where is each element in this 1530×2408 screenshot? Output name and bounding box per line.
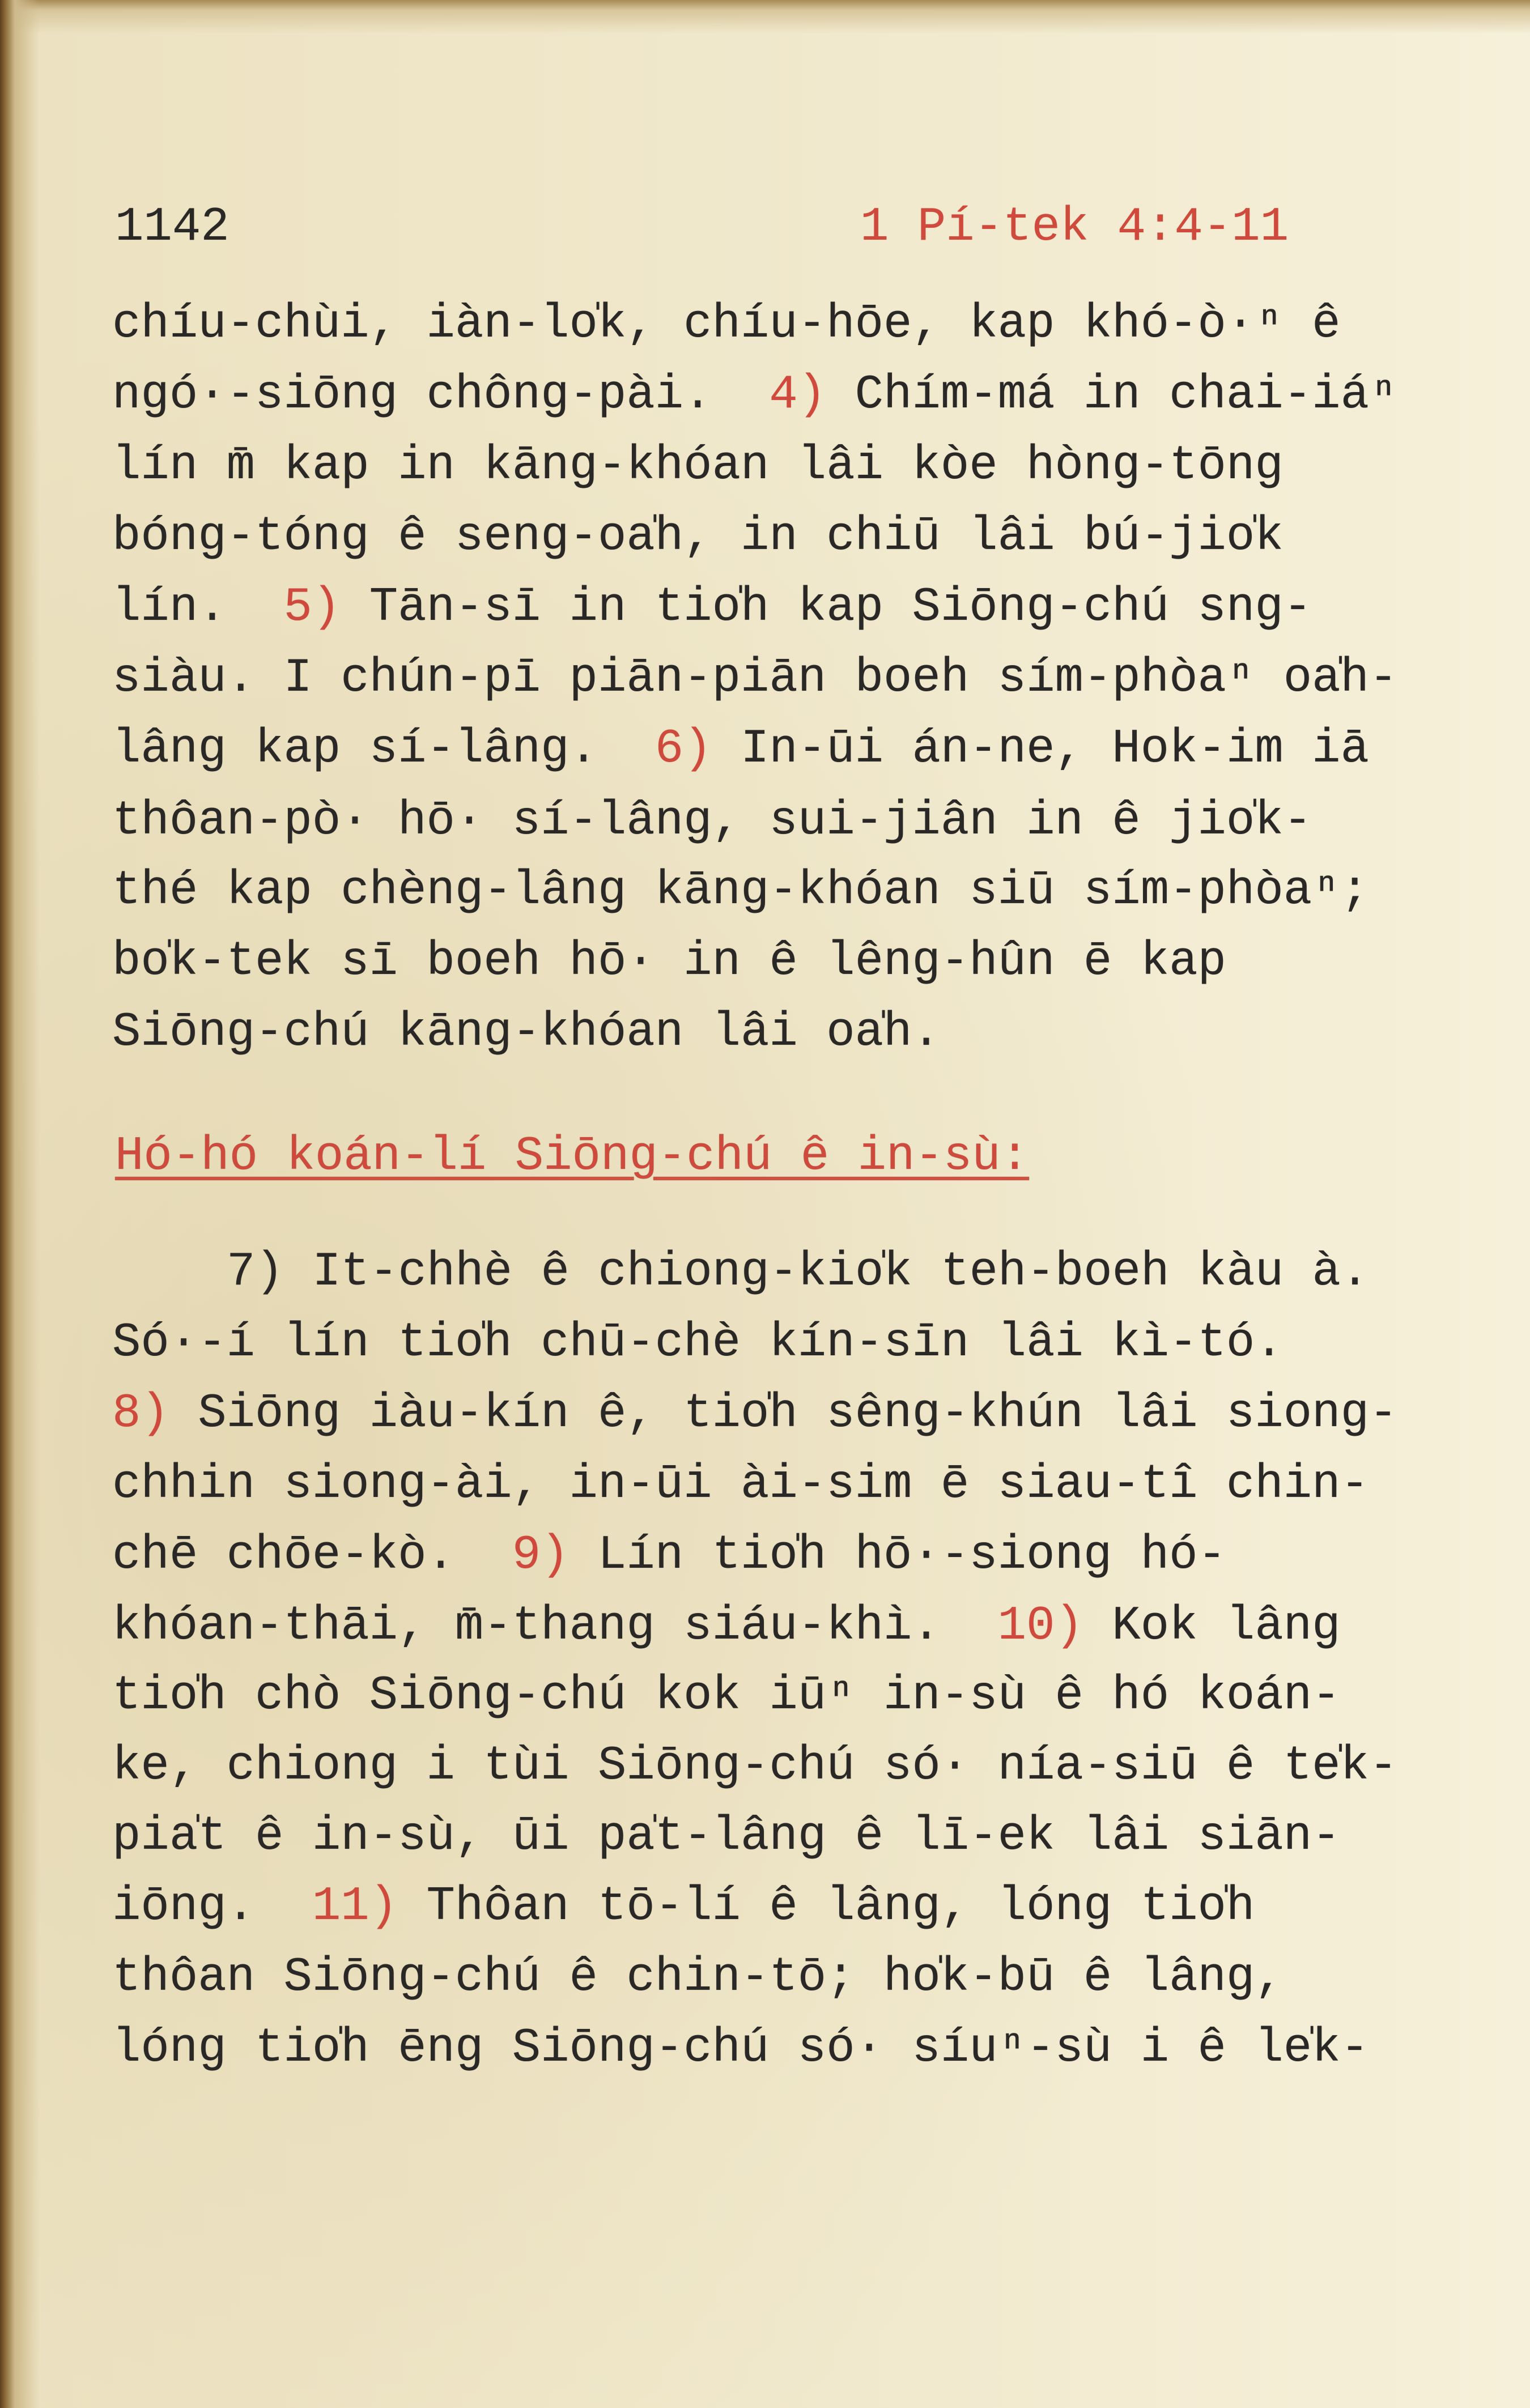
- text-line: [112, 1809, 1341, 1865]
- line-text: chhin siong-ài, in-ūi ài-sim ē siau-tî chin-: [112, 1458, 1369, 1512]
- verse-number: 10): [997, 1599, 1083, 1653]
- line-text: iōng.: [112, 1880, 312, 1934]
- line-text: Só·-í lín tio̍h chū-chè kín-sīn lâi kì-tó.: [112, 1316, 1284, 1370]
- line-text: Siōng-chú kāng-khóan lâi oa̍h.: [112, 1006, 941, 1060]
- text-line: [112, 1005, 941, 1061]
- line-text: lóng tio̍h ēng Siōng-chú só· síuⁿ-sù i ê le̍k-: [112, 2022, 1369, 2075]
- text-line: [112, 934, 1226, 990]
- line-text: lâng kap sí-lâng.: [112, 722, 655, 776]
- line-text: Tān-sī in tio̍h kap Siōng-chú sng-: [341, 581, 1312, 635]
- text-line: [112, 1738, 1397, 1795]
- text-line: [112, 580, 1312, 636]
- line-text: ke, chiong i tùi Siōng-chú só· nía-siū ê te̍k-: [112, 1739, 1398, 1793]
- text-line: [112, 1879, 1255, 1935]
- line-text: Lín tio̍h hō·-siong hó-: [569, 1529, 1226, 1582]
- line-text: Siōng iàu-kín ê, tio̍h sêng-khún lâi siong-: [169, 1387, 1398, 1441]
- text-line: [112, 2020, 1369, 2077]
- line-text: Kok lâng: [1083, 1599, 1341, 1653]
- verse-number: 7): [227, 1245, 284, 1299]
- verse-number: 9): [512, 1529, 570, 1582]
- line-text: chē chōe-kò.: [112, 1529, 512, 1582]
- line-text: bóng-tóng ê seng-oa̍h, in chiū lâi bú-jio̍k: [112, 510, 1284, 564]
- line-text: Thôan tō-lí ê lâng, lóng tio̍h: [398, 1880, 1255, 1934]
- text-line: [112, 863, 1369, 920]
- line-text: thôan Siōng-chú ê chin-tō; ho̍k-bū ê lâng,: [112, 1951, 1284, 2005]
- line-text: thôan-pò· hō· sí-lâng, sui-jiân in ê jio̍k-: [112, 794, 1312, 848]
- line-text: In-ūi án-ne, Hok-im iā: [712, 722, 1369, 776]
- page-number: 1142: [115, 201, 230, 254]
- line-text: siàu. I chún-pī piān-piān boeh sím-phòaⁿ oa̍h-: [112, 652, 1398, 705]
- text-line: [112, 1386, 1397, 1443]
- line-text: pia̍t ê in-sù, ūi pa̍t-lâng ê lī-ek lâi siān-: [112, 1810, 1341, 1864]
- verse-number: 11): [312, 1880, 398, 1934]
- text-line: [112, 1528, 1226, 1584]
- line-text: ngó·-siōng chông-pài.: [112, 368, 770, 422]
- text-line: [112, 438, 1284, 495]
- line-text: It-chhè ê chiong-kio̍k teh-boeh kàu à.: [283, 1245, 1370, 1299]
- text-line: [112, 1315, 1284, 1372]
- line-text: lín m̄ kap in kāng-khóan lâi kòe hòng-tōng: [112, 439, 1284, 493]
- running-head: 1 Pí-tek 4:4-11: [860, 201, 1289, 254]
- verse-number: 8): [112, 1387, 169, 1441]
- text-line: [112, 1668, 1341, 1725]
- line-text: thé kap chèng-lâng kāng-khóan siū sím-phòaⁿ;: [112, 864, 1369, 918]
- text-line: [112, 650, 1397, 707]
- verse-number: 6): [654, 722, 712, 776]
- line-text: bo̍k-tek sī boeh hō· in ê lêng-hûn ē kap: [112, 935, 1226, 989]
- text-line: [112, 1457, 1369, 1513]
- line-text: lín.: [112, 581, 284, 635]
- line-text: Chím-má in chai-iáⁿ: [826, 368, 1398, 422]
- text-line: [112, 793, 1312, 850]
- text-line: [112, 509, 1284, 565]
- section-heading: Hó-hó koán-lí Siōng-chú ê in-sù:: [115, 1130, 1030, 1184]
- verse-number: 5): [283, 581, 341, 635]
- text-line: [112, 367, 1397, 424]
- text-line: [112, 1598, 1341, 1655]
- line-text: chíu-chùi, iàn-lo̍k, chíu-hōe, kap khó-ò·ⁿ ê: [112, 297, 1341, 351]
- line-text: khóan-thāi, m̄-thang siáu-khì.: [112, 1599, 998, 1653]
- line-text: tio̍h chò Siōng-chú kok iūⁿ in-sù ê hó koán-: [112, 1669, 1341, 1723]
- text-line: [227, 1244, 1369, 1301]
- text-line: [112, 296, 1341, 353]
- verse-number: 4): [769, 368, 827, 422]
- text-line: [112, 1950, 1284, 2006]
- text-line: [112, 721, 1369, 778]
